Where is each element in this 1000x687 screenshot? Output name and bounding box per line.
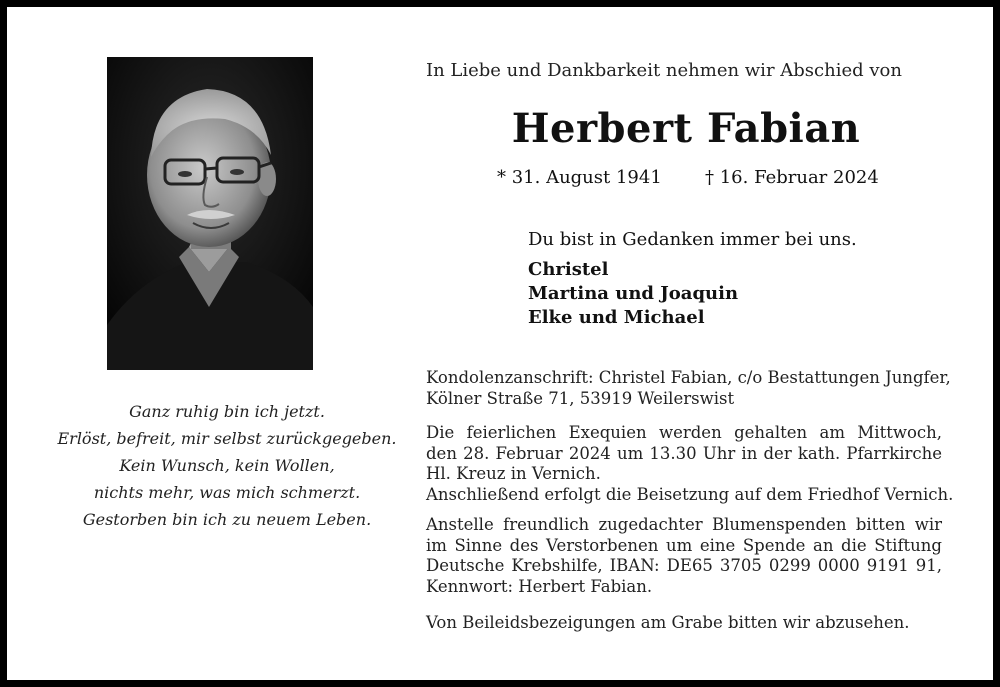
- poem-line: Gestorben bin ich zu neuem Leben.: [82, 510, 372, 529]
- birth-date: * 31. August 1941: [497, 167, 662, 188]
- family-member: Martina und Joaquin: [528, 283, 739, 304]
- remembrance-line: Du bist in Gedanken immer bei uns.: [528, 229, 857, 250]
- poem-line: nichts mehr, was mich schmerzt.: [93, 483, 361, 502]
- service-line: Die feierlichen Exequien werden gehalten am Mittwoch,: [426, 423, 942, 442]
- donation-info: [426, 515, 942, 597]
- family-list: [528, 258, 738, 330]
- condolence-line: Kölner Straße 71, 53919 Weilerswist: [426, 388, 735, 408]
- service-line: den 28. Februar 2024 um 13.30 Uhr in der kath. Pfarrkirche: [426, 443, 942, 463]
- closing-note: [426, 613, 942, 634]
- service-line: Hl. Kreuz in Vernich.: [426, 464, 601, 483]
- portrait-photo: [107, 57, 313, 370]
- intro-text: In Liebe und Dankbarkeit nehmen wir Abschied von: [426, 60, 902, 81]
- deceased-name: Herbert Fabian: [511, 105, 861, 152]
- service-line: Anschließend erfolgt die Beisetzung auf dem Friedhof Vernich.: [426, 484, 954, 504]
- funeral-service-info: [426, 423, 954, 505]
- donation-line: Deutsche Krebshilfe, IBAN: DE65 3705 0299 0000 9191 91,: [426, 556, 942, 575]
- obituary-card: [7, 7, 993, 680]
- poem-line: Kein Wunsch, kein Wollen,: [119, 456, 335, 475]
- poem-line: Erlöst, befreit, mir selbst zurückgegeben.: [57, 429, 397, 448]
- condolence-line: Kondolenzanschrift: Christel Fabian, c/o Bestattungen Jungfer,: [426, 368, 951, 387]
- poem: [37, 398, 417, 533]
- condolence-address: [426, 368, 951, 409]
- death-date: † 16. Februar 2024: [705, 167, 879, 188]
- donation-line: Anstelle freundlich zugedachter Blumenspenden bitten wir: [426, 515, 942, 534]
- poem-line: Ganz ruhig bin ich jetzt.: [129, 402, 325, 421]
- closing-line: Von Beileidsbezeigungen am Grabe bitten wir abzusehen.: [426, 613, 910, 632]
- family-member: Elke und Michael: [528, 307, 705, 328]
- donation-line: Kennwort: Herbert Fabian.: [426, 576, 653, 596]
- donation-line: im Sinne des Verstorbenen um eine Spende an die Stiftung: [426, 535, 942, 555]
- family-member: Christel: [528, 259, 609, 280]
